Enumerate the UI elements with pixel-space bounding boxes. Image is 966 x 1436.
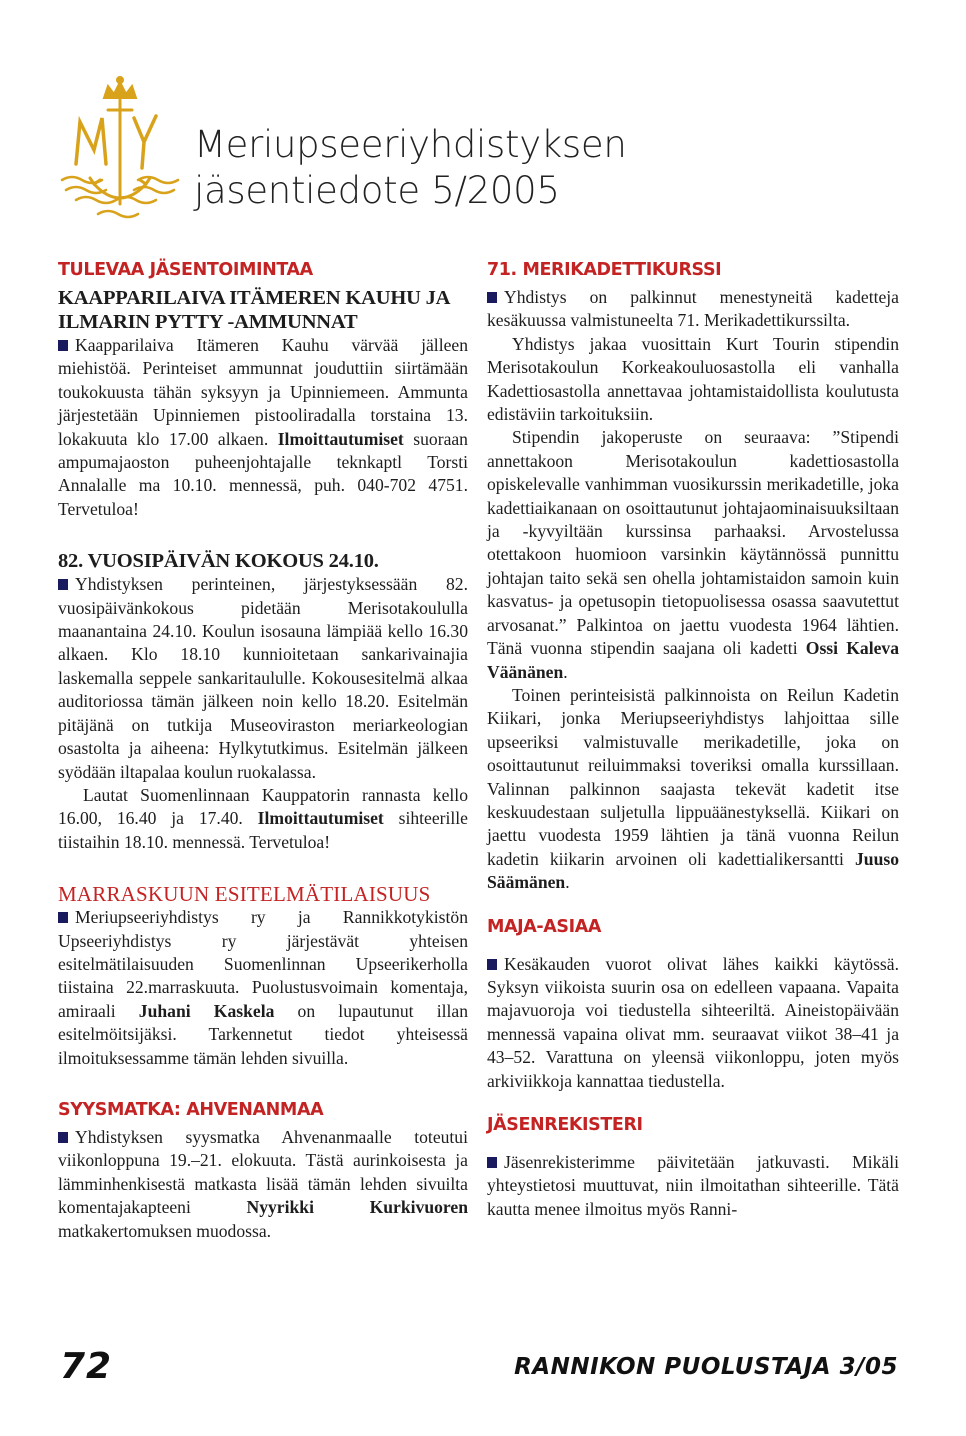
subheading-marraskuu: MARRASKUUN ESITELMÄTILAISUUS (58, 882, 431, 907)
subheading-vuosipaiva: 82. VUOSIPÄIVÄN KOKOUS 24.10. (58, 550, 379, 573)
bullet-square-icon (58, 1132, 68, 1143)
page-number: 72 (60, 1346, 113, 1387)
section-heading-maja-asiaa: MAJA-ASIAA (487, 916, 602, 937)
left-column (58, 258, 468, 1243)
paragraph-jasenrekisteri: Jäsenrekisterimme päivitetään jatkuvasti. Mikäli yhteystietosi muuttuvat, niin ilmoitathan sihteerille. Tätä kautta menee ilmoitus myös Ranni- (487, 1152, 899, 1219)
association-logo-icon (42, 72, 192, 232)
masthead-title (194, 122, 627, 214)
bullet-square-icon (58, 340, 68, 351)
masthead-title-line2: jäsentiedote 5/2005 (194, 169, 560, 212)
bullet-square-icon (58, 912, 68, 923)
paragraph-lautat: Lautat Suomenlinnaan Kauppatorin rannasta kello 16.00, 16.40 ja 17.40. Ilmoittautumiset sihteerille tiistaihin 18.10. mennessä. Tervetuloa! (58, 784, 468, 852)
right-column (487, 258, 899, 1221)
paragraph-vuosipaiva: Yhdistyksen perinteinen, järjestyksessään 82. vuosipäivänkokous pidetään Merisotakoululla maanantaina 24.10. Koulun isosauna lämpiää kello 16.30 alkaen. Klo 18.10 kunnioitetaan sankarivainajia laskemalla seppele sankaritaululle. Kokousesitelmä alkaa auditoriossa tämän jälkeen noin kello 18.20. Esitelmän pitäjänä on tutkija Museoviraston meriarkeologian osastolta ja aiheena: Hylkytutkimus. Esitelmän jälkeen syödään iltapalaa koulun ruokalassa. (58, 574, 468, 782)
paragraph-merikadetti-2: Yhdistys jakaa vuosittain Kurt Tourin stipendin Merisotakoulun Korkeakouluosastolla eli vanhalla Kadettiosastolla annettavaa johtamistaidollista koulutusta edistäviin tarkoituksiin. (487, 333, 899, 425)
paragraph-merikadetti-4: Toinen perinteisistä palkinnoista on Reilun Kadetin Kiikari, jonka Meriupseeriyhdistys lahjoittaa sille upseeriksi valmistuvalle merikadetille, joka on osoittautunut reiluimmaksi toveriksi omalla kurssillaan. Valinnan palkinnon saajasta tekevät kadetit itse keskuudestaan suljetulla lippuäänestyksellä. Kiikari on jaettu vuodesta 1959 lähtien ja tänä vuonna Reilun kadetin kiikarin arvoinen oli kadettialikersantti Juuso Säämänen. (487, 684, 899, 893)
section-heading-syysmatka: SYYSMATKA: AHVENANMAA (58, 1099, 324, 1120)
section-heading-jasenrekisteri: JÄSENREKISTERI (487, 1115, 643, 1135)
section-heading-merikadettikurssi: 71. MERIKADETTIKURSSI (487, 260, 722, 280)
bullet-square-icon (58, 579, 68, 590)
masthead-title-line1: Meriupseeriyhdistyksen (194, 123, 627, 166)
paragraph-maja-asiaa: Kesäkauden vuorot olivat lähes kaikki käytössä. Syksyn viikoista suurin osa on edelleen vapaana. Vapaita majavuoroja voi tiedustella sihteeriltä. Aineistopäivään mennessä vapaina olivat mm. seuraavat viikot 38–41 ja 43–52. Varattuna on yleensä viikonloppu, joten myös arkiviikkoja kannattaa tiedustella. (487, 953, 899, 1091)
section-heading-tulevaa: TULEVAA JÄSENTOIMINTAA (58, 260, 313, 280)
subheading-kaapparilaiva: KAAPPARILAIVA ITÄMEREN KAUHU JA ILMARIN PYTTY -AMMUNNAT (58, 287, 450, 333)
bullet-square-icon (487, 1157, 497, 1168)
bullet-square-icon (487, 292, 497, 303)
paragraph-kaapparilaiva: Kaapparilaiva Itämeren Kauhu värvää jälleen miehistöä. Perinteiset ammunnat jouduttiin siirtämään toukokuusta tähän syksyyn ja Upinniemeen. Ammunta järjestetään Upinniemen pistooliradalla torstaina 13. lokakuuta klo 17.00 alkaen. Ilmoittautumiset suoraan ampumajaoston puheenjohtajalle teknkaptl Torsti Annalalle ma 10.10. mennessä, puh. 040-702 4751. Tervetuloa! (58, 335, 468, 519)
paragraph-syysmatka: Yhdistyksen syysmatka Ahvenanmaalle toteutui viikonloppuna 19.–21. elokuuta. Tästä aurinkoisesta ja lämminhenkisestä matkasta lisää tämän lehden sivuilta komentajakapteeni Nyyrikki Kurkivuoren matkakertomuksen muodossa. (58, 1126, 468, 1241)
bullet-square-icon (487, 959, 497, 970)
paragraph-merikadetti-1: Yhdistys on palkinnut menestyneitä kadetteja kesäkuussa valmistuneelta 71. Merikadettikurssilta. (487, 287, 899, 331)
magazine-footer: RANNIKON PUOLUSTAJA 3/05 (514, 1354, 898, 1380)
paragraph-merikadetti-3: Stipendin jakoperuste on seuraava: ”Stipendi annettakoon Merisotakoulun kadettiosastolla opiskelevalle vanhimman vuosikurssin merikadetille, joka kadettiaikanaan on osoittautunut johtajaominaisuuksiltaan ja -kyvyiltään kurssinsa parhaaksi. Arvostelussa otettakoon huomioon varsinkin käytännössä punnittu johtajan taito sekä sen ohella johtamistaidon samoin kuin kasvatus- ja opetusopin tietopuolisessa osassa saavutettut arvosanat.” Palkintoa on jaettu vuodesta 1964 lähtien. Tänä vuonna stipendin saajana oli kadetti Ossi Kaleva Väänänen. (487, 427, 899, 682)
paragraph-marraskuu: Meriupseeriyhdistys ry ja Rannikkotykistön Upseeriyhdistys ry järjestävät yhteisen esitelmätilaisuuden Suomenlinnan Upseerikerholla tiistaina 22.marraskuuta. Puolustusvoimain komentaja, amiraali Juhani Kaskela on lupautunut illan esitelmöitsijäksi. Tarkennetut tiedot yhteisessä ilmoituksessamme tämän lehden sivuilla. (58, 907, 468, 1068)
